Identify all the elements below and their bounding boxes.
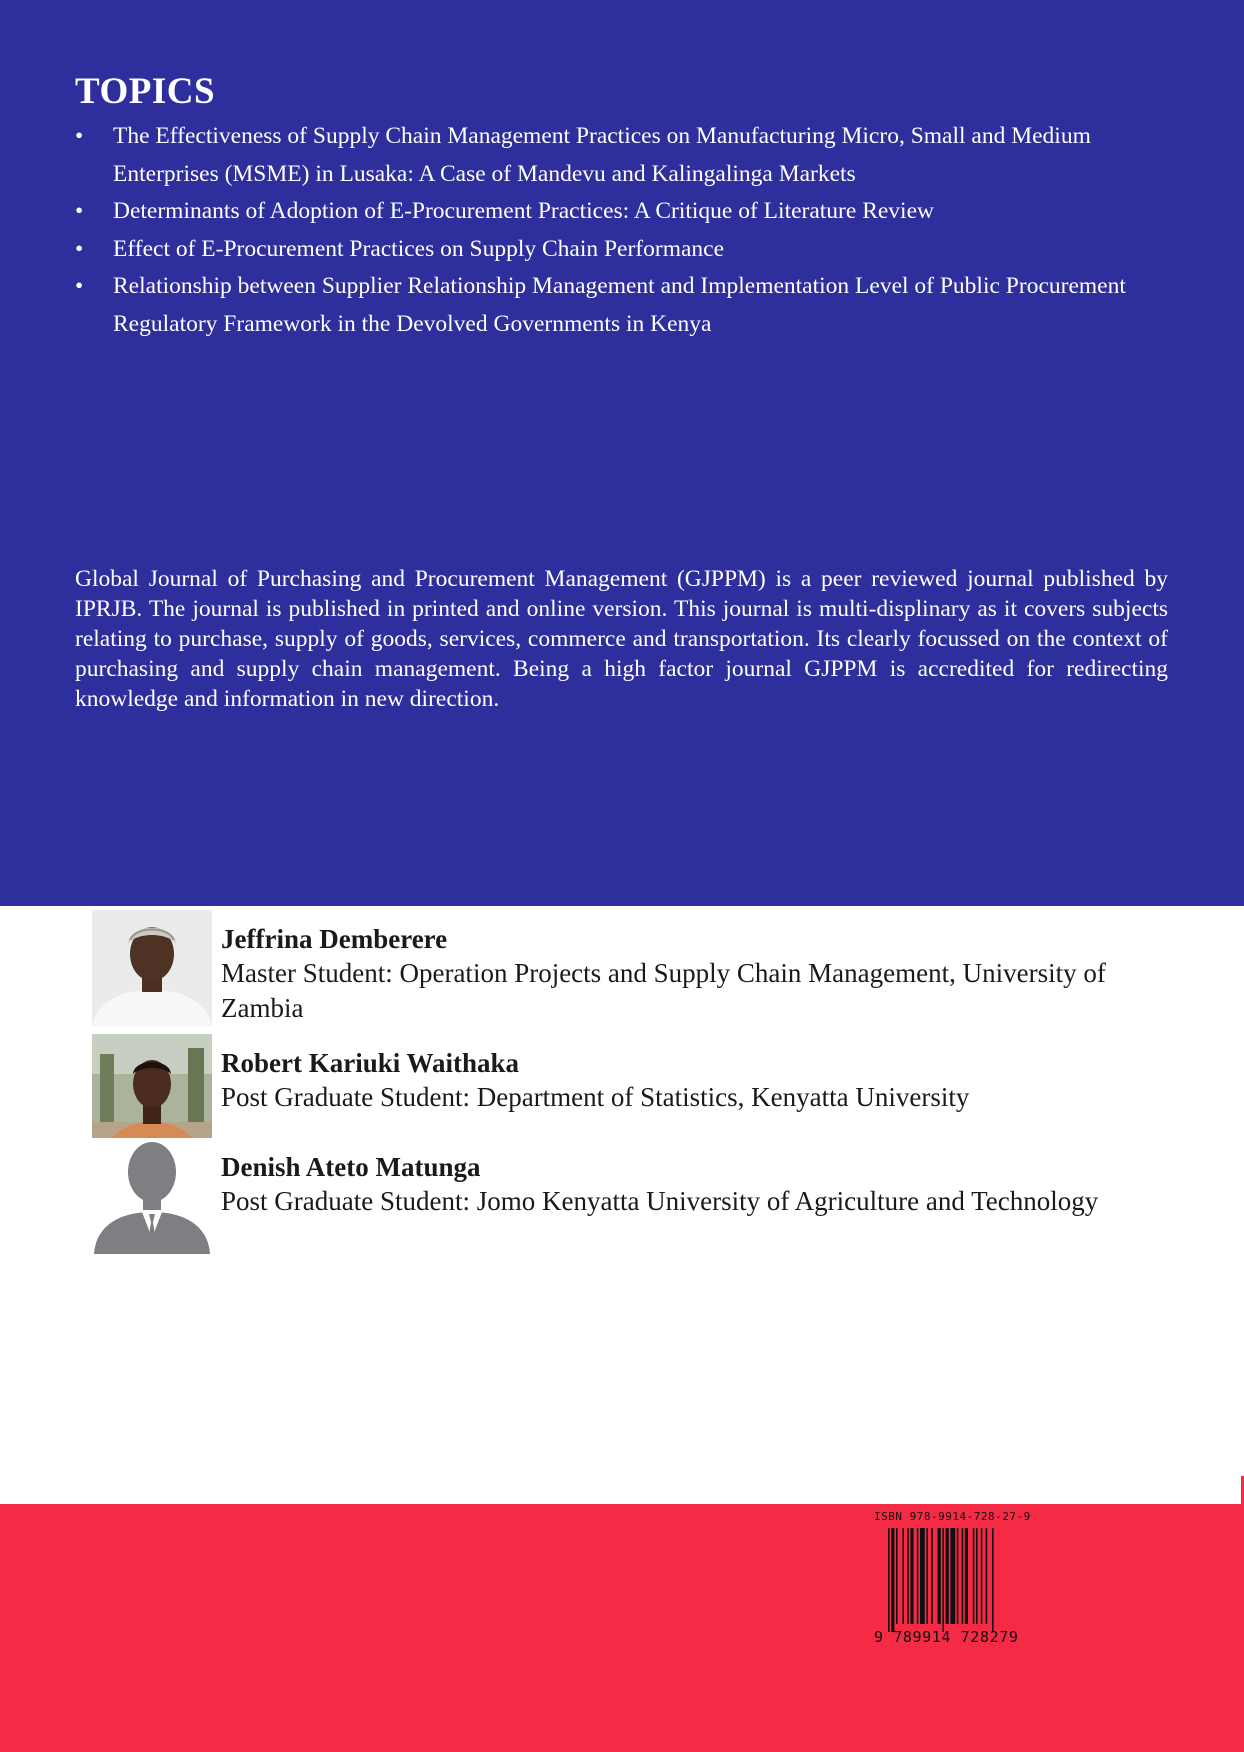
author-text (221, 922, 1171, 1026)
topics-list (75, 118, 1168, 343)
author-photo (92, 1138, 212, 1254)
author-name: Denish Ateto Matunga (221, 1152, 481, 1182)
bullet-icon: • (75, 235, 84, 262)
author-text (221, 1150, 1171, 1219)
bullet-icon: • (75, 123, 84, 149)
author-role: Post Graduate Student: Department of Statistics, Kenyatta University (221, 1082, 970, 1112)
topic-item (75, 193, 1168, 231)
topic-text: Effect of E-Procurement Practices on Supply Chain Performance (113, 235, 725, 262)
topic-text: Determinants of Adoption of E-Procurement Practices: A Critique of Literature Review (113, 198, 934, 224)
journal-description: Global Journal of Purchasing and Procurement Management (GJPPM) is a peer reviewed journal published by IPRJB. The journal is published in printed and online version. This journal is multi-displinary as it covers subjects relating to purchase, supply of goods, services, commerce and transportation. Its clearly focussed on the context of purchasing and supply chain management. Being a high factor journal GJPPM is accredited for redirecting knowledge and information in new direction. (75, 566, 1168, 712)
bullet-icon: • (75, 273, 84, 299)
topic-item (75, 118, 1168, 193)
person-silhouette-icon (92, 1138, 212, 1254)
topic-item (75, 231, 1168, 269)
isbn-label: ISBN 978-9914-728-27-9 (874, 1510, 1031, 1523)
topic-item (75, 268, 1168, 343)
bullet-icon: • (75, 198, 84, 224)
author-role: Post Graduate Student: Jomo Kenyatta University of Agriculture and Technology (221, 1186, 1099, 1216)
cover-red-panel (0, 1504, 1244, 1752)
author-photo (92, 1034, 212, 1150)
portrait-photo-icon (92, 910, 212, 1026)
topic-text: The Effectiveness of Supply Chain Management Practices on Manufacturing Micro, Small and Medium Enterprises (MSME) in Lusaka: A Case of Mandevu and Kalingalinga Markets (113, 123, 1091, 187)
author-text (221, 1046, 1171, 1115)
topic-text: Relationship between Supplier Relationship Management and Implementation Level of Public Procurement Regulatory Framework in the Devolved Governments in Kenya (113, 273, 1126, 337)
author-photo (92, 910, 212, 1026)
portrait-photo-icon (92, 1034, 212, 1150)
topics-heading: TOPICS (75, 71, 216, 112)
author-name: Jeffrina Demberere (221, 924, 448, 954)
author-role: Master Student: Operation Projects and Supply Chain Management, University of Zambia (221, 958, 1106, 1023)
barcode (874, 1508, 1044, 1648)
barcode-digits: 9 789914 728279 (874, 1628, 1019, 1646)
barcode-bars-icon (888, 1528, 1032, 1632)
author-name: Robert Kariuki Waithaka (221, 1048, 520, 1078)
